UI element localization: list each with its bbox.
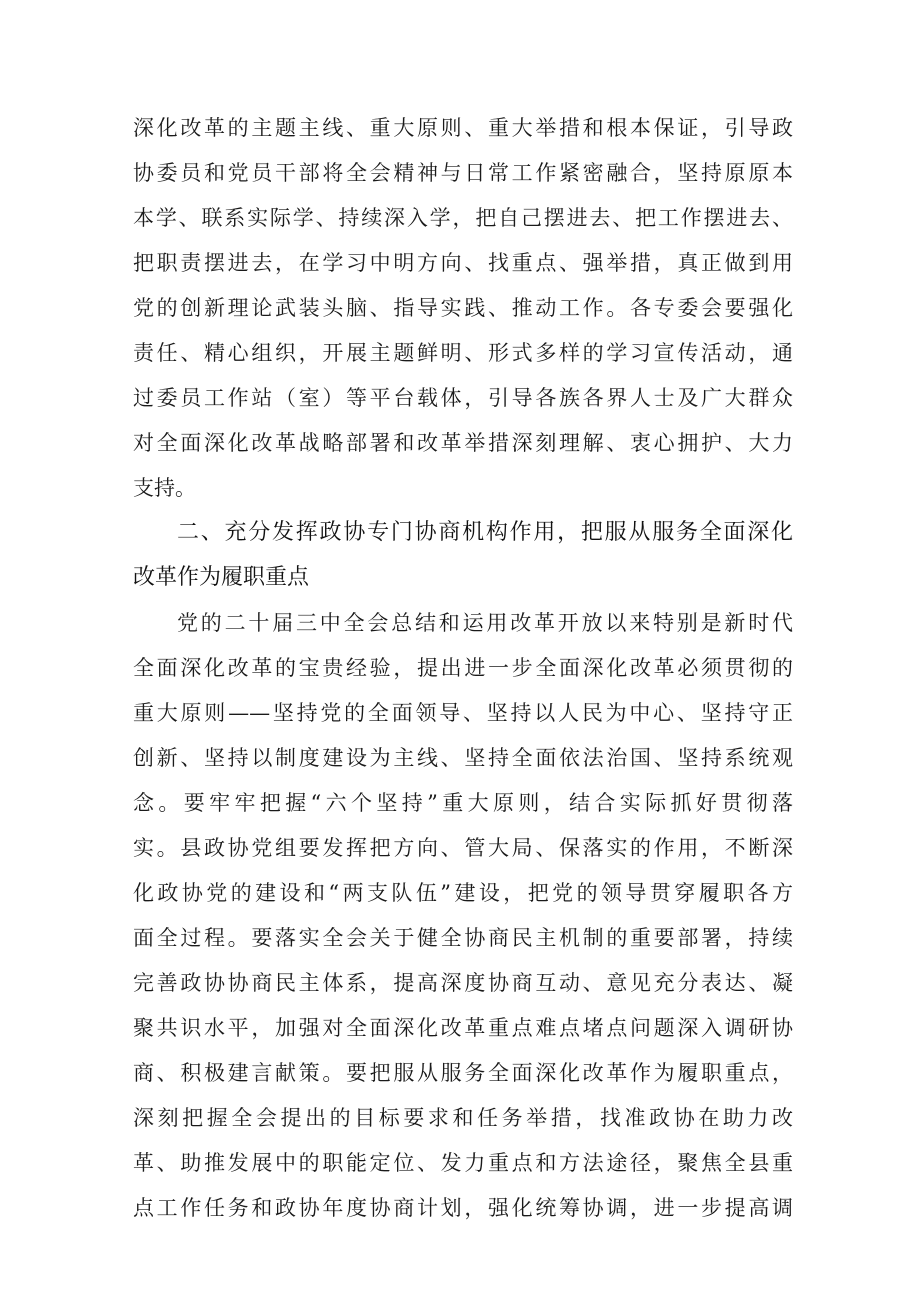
paragraph-2-line: 重大原则——坚持党的全面领导、坚持以人民为中心、坚持守正 [133, 701, 793, 725]
paragraph-2-line: 面全过程。要落实全会关于健全协商民主机制的重要部署，持续 [133, 926, 793, 950]
paragraph-1-line: 支持。 [133, 476, 196, 500]
paragraph-1-line: 对全面深化改革战略部署和改革举措深刻理解、衷心拥护、大力 [133, 431, 793, 455]
paragraph-1-line: 过委员工作站（室）等平台载体，引导各族各界人士及广大群众 [133, 386, 793, 410]
paragraph-2-line: 点工作任务和政协年度协商计划，强化统筹协调，进一步提高调 [133, 1196, 793, 1220]
paragraph-1-line: 把职责摆进去，在学习中明方向、找重点、强举措，真正做到用 [133, 251, 793, 275]
paragraph-2-line: 念。要牢牢把握“六个坚持”重大原则，结合实际抓好贯彻落 [133, 791, 793, 815]
paragraph-1-line: 深化改革的主题主线、重大原则、重大举措和根本保证，引导政 [133, 116, 793, 140]
paragraph-2-line: 商、积极建言献策。要把服从服务全面深化改革作为履职重点， [133, 1061, 793, 1085]
paragraph-2-line: 全面深化改革的宝贵经验，提出进一步全面深化改革必须贯彻的 [133, 656, 793, 680]
paragraph-1-line: 责任、精心组织，开展主题鲜明、形式多样的学习宣传活动，通 [133, 341, 793, 365]
paragraph-2-line: 党的二十届三中全会总结和运用改革开放以来特别是新时代 [177, 611, 793, 635]
section-heading-line: 二、充分发挥政协专门协商机构作用，把服从服务全面深化 [177, 520, 793, 545]
paragraph-2-line: 完善政协协商民主体系，提高深度协商互动、意见充分表达、凝 [133, 971, 793, 995]
paragraph-2-line: 聚共识水平，加强对全面深化改革重点难点堵点问题深入调研协 [133, 1016, 793, 1040]
paragraph-2-line: 革、助推发展中的职能定位、发力重点和方法途径，聚焦全县重 [133, 1151, 793, 1175]
paragraph-2-line: 实。县政协党组要发挥把方向、管大局、保落实的作用，不断深 [133, 836, 793, 860]
paragraph-1-line: 党的创新理论武装头脑、指导实践、推动工作。各专委会要强化 [133, 296, 793, 320]
paragraph-1-line: 协委员和党员干部将全会精神与日常工作紧密融合，坚持原原本 [133, 161, 793, 185]
paragraph-2-line: 化政协党的建设和“两支队伍”建设，把党的领导贯穿履职各方 [133, 881, 793, 905]
paragraph-2-line: 创新、坚持以制度建设为主线、坚持全面依法治国、坚持系统观 [133, 746, 793, 770]
paragraph-1-line: 本学、联系实际学、持续深入学，把自己摆进去、把工作摆进去、 [133, 206, 793, 230]
section-heading-line: 改革作为履职重点 [133, 565, 310, 590]
paragraph-2-line: 深刻把握全会提出的目标要求和任务举措，找准政协在助力改 [133, 1106, 793, 1130]
